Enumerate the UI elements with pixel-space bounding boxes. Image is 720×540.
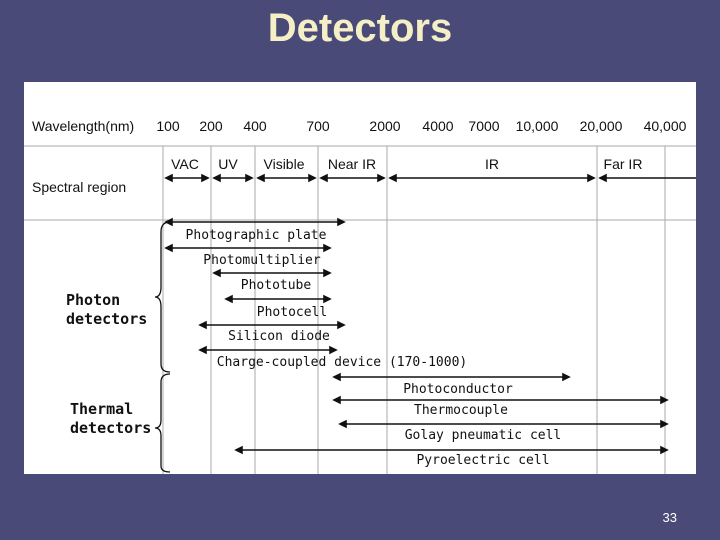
detector-label-photocell: Photocell bbox=[256, 305, 328, 320]
detector-label-photomultiplier: Photomultiplier bbox=[203, 253, 321, 268]
spectral-region-label: Spectral region bbox=[32, 179, 127, 195]
page-number: 33 bbox=[662, 510, 677, 525]
region-label: Visible bbox=[263, 156, 305, 172]
region-label: Near IR bbox=[327, 156, 377, 172]
wavelength-tick: 10,000 bbox=[515, 118, 559, 134]
region-label: IR bbox=[485, 156, 499, 172]
detector-label-pyroelectric-cell: Pyroelectric cell bbox=[416, 453, 550, 468]
region-label: VAC bbox=[171, 156, 199, 172]
region-labels bbox=[171, 156, 642, 172]
detector-label-ccd: Charge-coupled device (170-1000) bbox=[216, 355, 468, 370]
detector-label-golay-cell: Golay pneumatic cell bbox=[404, 428, 562, 443]
detector-diagram-panel bbox=[24, 82, 696, 474]
wavelength-tick: 200 bbox=[199, 118, 223, 134]
detector-label-phototube: Phototube bbox=[240, 278, 312, 293]
wavelength-tick: 4000 bbox=[422, 118, 454, 134]
detector-label-silicon-diode: Silicon diode bbox=[228, 329, 330, 344]
wavelength-tick: 7000 bbox=[468, 118, 500, 134]
detector-label-photoconductor: Photoconductor bbox=[403, 382, 513, 397]
region-arrows bbox=[166, 175, 696, 181]
slide-title: Detectors bbox=[267, 6, 453, 50]
wavelength-tick: 20,000 bbox=[579, 118, 623, 134]
wavelength-tick: 400 bbox=[243, 118, 267, 134]
wavelength-tick: 2000 bbox=[369, 118, 401, 134]
region-label: Far IR bbox=[603, 156, 643, 172]
detector-label-photographic-plate: Photographic plate bbox=[185, 228, 327, 243]
detector-label-thermocouple: Thermocouple bbox=[414, 403, 508, 418]
wavelength-tick: 100 bbox=[156, 118, 180, 134]
wavelength-tick: 40,000 bbox=[643, 118, 687, 134]
wavelength-tick: 700 bbox=[306, 118, 330, 134]
region-label: UV bbox=[218, 156, 238, 172]
photon-detectors-label: Photon detectors bbox=[66, 291, 148, 328]
thermal-detectors-label: Thermal detectors bbox=[70, 400, 152, 437]
wavelength-ticks bbox=[156, 118, 686, 134]
wavelength-label: Wavelength(nm) bbox=[32, 118, 135, 134]
